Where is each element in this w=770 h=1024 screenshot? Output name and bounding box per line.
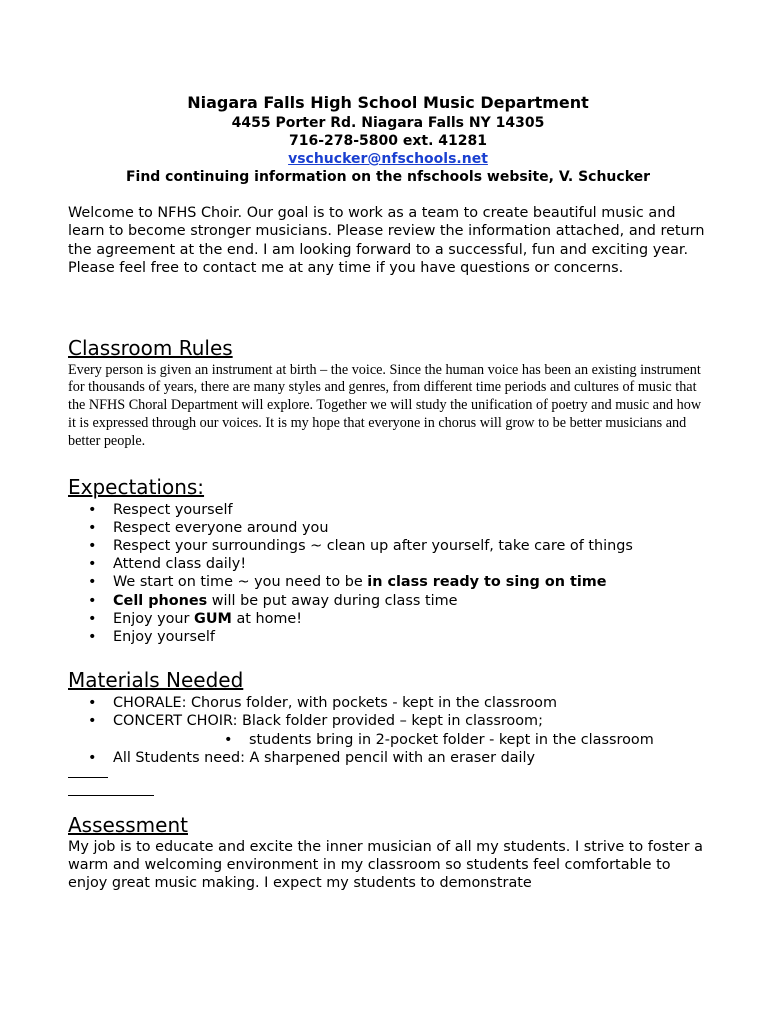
expectations-list xyxy=(68,501,708,647)
bullet-icon: • xyxy=(88,556,97,573)
address-line: 4455 Porter Rd. Niagara Falls NY 14305 xyxy=(231,115,545,131)
intro-paragraph: Welcome to NFHS Choir. Our goal is to work as a team to create beautiful music and learn to become stronger musicians. Please review the information attached, and return the agreement at the end. I am looking forward to a successful, fun and exciting year. Please feel free to contact me at any time if you have questions or concerns. xyxy=(68,205,705,277)
materials-heading: Materials Needed xyxy=(68,668,244,693)
list-item: • Enjoy your GUM at home! xyxy=(88,610,303,627)
bullet-icon: • xyxy=(88,610,97,627)
email-link[interactable]: vschucker@nfschools.net xyxy=(288,151,488,167)
bullet-icon: • xyxy=(88,501,97,518)
bullet-icon: • xyxy=(88,519,97,536)
department-title: Niagara Falls High School Music Department xyxy=(187,93,589,112)
list-item: • CONCERT CHOIR: Black folder provided – kept in classroom; xyxy=(88,713,543,730)
bullet-icon: • xyxy=(88,713,97,730)
classroom-rules-heading: Classroom Rules xyxy=(68,335,233,360)
list-item: • CHORALE: Chorus folder, with pockets - kept in the classroom xyxy=(88,695,557,712)
assessment-heading: Assessment xyxy=(68,813,188,838)
phone-line: 716-278-5800 ext. 41281 xyxy=(288,133,488,149)
blank-line xyxy=(68,795,154,796)
list-item: • Respect everyone around you xyxy=(88,519,329,536)
list-item: • Respect your surroundings ~ clean up after yourself, take care of things xyxy=(88,538,633,555)
list-item: • students bring in 2-pocket folder - kept in the classroom xyxy=(224,731,654,748)
bullet-icon: • xyxy=(88,538,97,555)
bullet-icon: • xyxy=(88,749,97,766)
assessment-body: My job is to educate and excite the inner musician of all my students. I strive to foster a warm and welcoming environment in my classroom so students feel comfortable to enjoy great music making. I expect my students to demonstrate xyxy=(68,839,703,892)
letterhead xyxy=(68,92,708,186)
blank-line xyxy=(68,777,108,778)
bullet-icon: • xyxy=(88,592,97,609)
list-item: • Respect yourself xyxy=(88,501,233,518)
bullet-icon: • xyxy=(88,629,97,646)
list-item: • Cell phones will be put away during class time xyxy=(88,592,458,609)
list-item: • All Students need: A sharpened pencil with an eraser daily xyxy=(88,749,536,766)
bullet-icon: • xyxy=(224,731,233,748)
materials-list xyxy=(68,694,708,767)
website-note: Find continuing information on the nfschools website, V. Schucker xyxy=(125,169,651,185)
list-item: • Enjoy yourself xyxy=(88,629,215,646)
expectations-heading: Expectations: xyxy=(68,474,205,499)
document-page xyxy=(68,92,708,893)
bullet-icon: • xyxy=(88,574,97,591)
bullet-icon: • xyxy=(88,695,97,712)
classroom-rules-body: Every person is given an instrument at birth – the voice. Since the human voice has been an existing instrument for thousands of years, there are many styles and genres, from different time periods and cultures of music that the NFHS Choral Department will explore. Together we will study the unification of poetry and music and how it is expressed through our voices. It is my hope that everyone in chorus will grow to be better musicians and better people. xyxy=(68,361,702,449)
list-item: • Attend class daily! xyxy=(88,556,247,573)
list-item: • We start on time ~ you need to be in class ready to sing on time xyxy=(88,574,607,591)
